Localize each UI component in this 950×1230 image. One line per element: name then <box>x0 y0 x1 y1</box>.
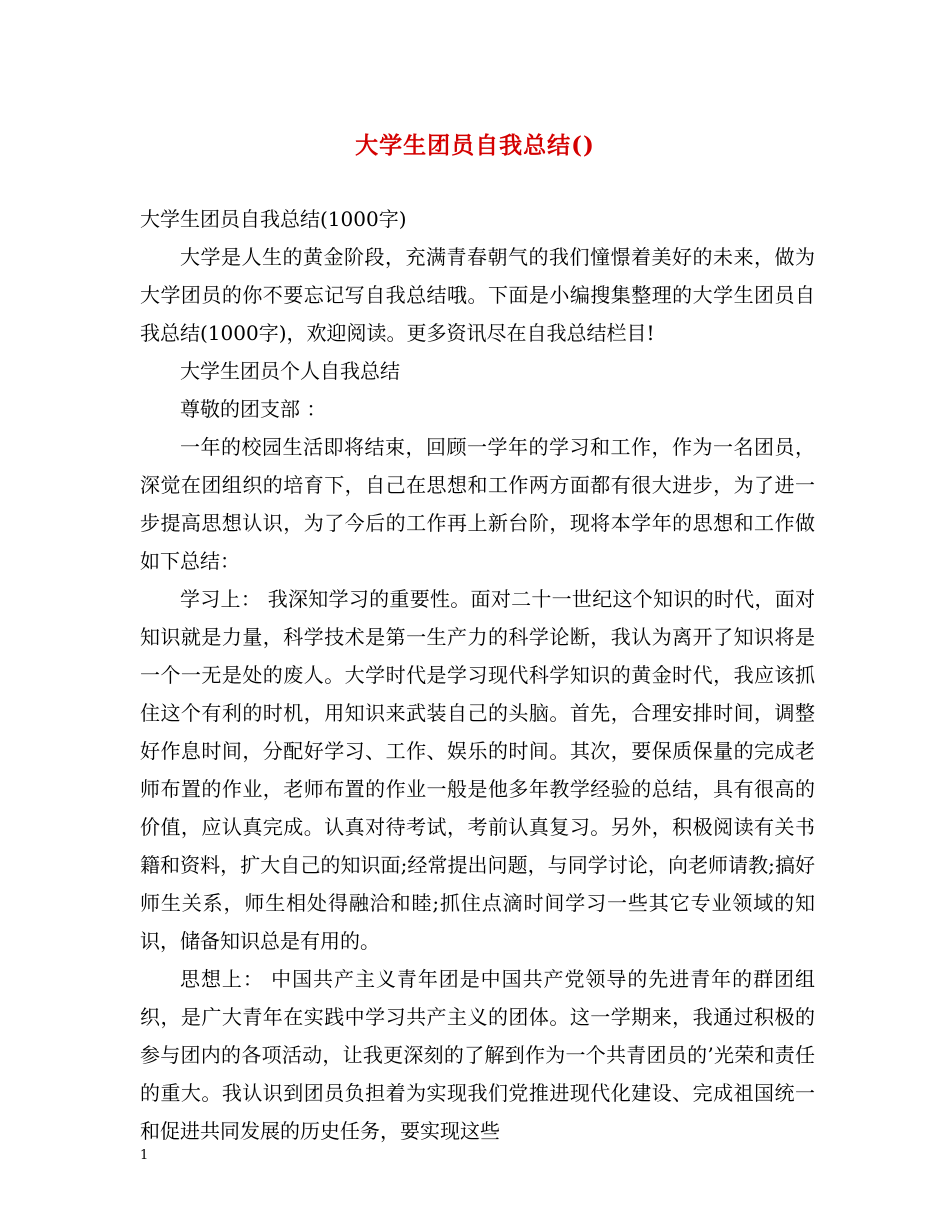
document-body <box>140 200 815 1150</box>
paragraph-intro: 大学是人生的黄金阶段，充满青春朝气的我们憧憬着美好的未来，做为大学团员的你不要忘记写自我总结哦。下面是小编搜集整理的大学生团员自我总结(1000字)，欢迎阅读。更多资讯尽在自我总结栏目! <box>140 245 815 345</box>
paragraph-thought: 思想上： 中国共产主义青年团是中国共产党领导的先进青年的群团组织，是广大青年在实践中学习共产主义的团体。这一学期来，我通过积极的参与团内的各项活动，让我更深刻的了解到作为一个共青团员的’光荣和责任的重大。我认识到团员负担着为实现我们党推进现代化建设、完成祖国统一和促进共同发展的历史任务，要实现这些 <box>140 967 815 1143</box>
page-number: 1 <box>140 1148 149 1163</box>
salutation: 尊敬的团支部 ： <box>180 397 327 421</box>
document-subtitle: 大学生团员自我总结(1000字) <box>140 207 407 231</box>
paragraph-study: 学习上： 我深知学习的重要性。面对二十一世纪这个知识的时代，面对知识就是力量，科学技术是第一生产力的科学论断，我认为离开了知识将是一个一无是处的废人。大学时代是学习现代科学知识的黄金时代，我应该抓住这个有利的时机，用知识来武装自己的头脑。首先，合理安排时间，调整好作息时间，分配好学习、工作、娱乐的时间。其次，要保质保量的完成老师布置的作业，老师布置的作业一般是他多年教学经验的总结，具有很高的价值，应认真完成。认真对待考试，考前认真复习。另外，积极阅读有关书籍和资料，扩大自己的知识面;经常提出问题，与同学讨论，向老师请教;搞好师生关系，师生相处得融洽和睦;抓住点滴时间学习一些其它专业领域的知识，储备知识总是有用的。 <box>140 587 815 953</box>
document-title: 大学生团员自我总结() <box>355 132 595 159</box>
paragraph-opening: 一年的校园生活即将结束，回顾一学年的学习和工作，作为一名团员，深觉在团组织的培育下，自己在思想和工作两方面都有很大进步，为了进一步提高思想认识，为了今后的工作再上新台阶，现将本学年的思想和工作做如下总结： <box>140 435 815 573</box>
section-heading: 大学生团员个人自我总结 <box>180 359 400 383</box>
